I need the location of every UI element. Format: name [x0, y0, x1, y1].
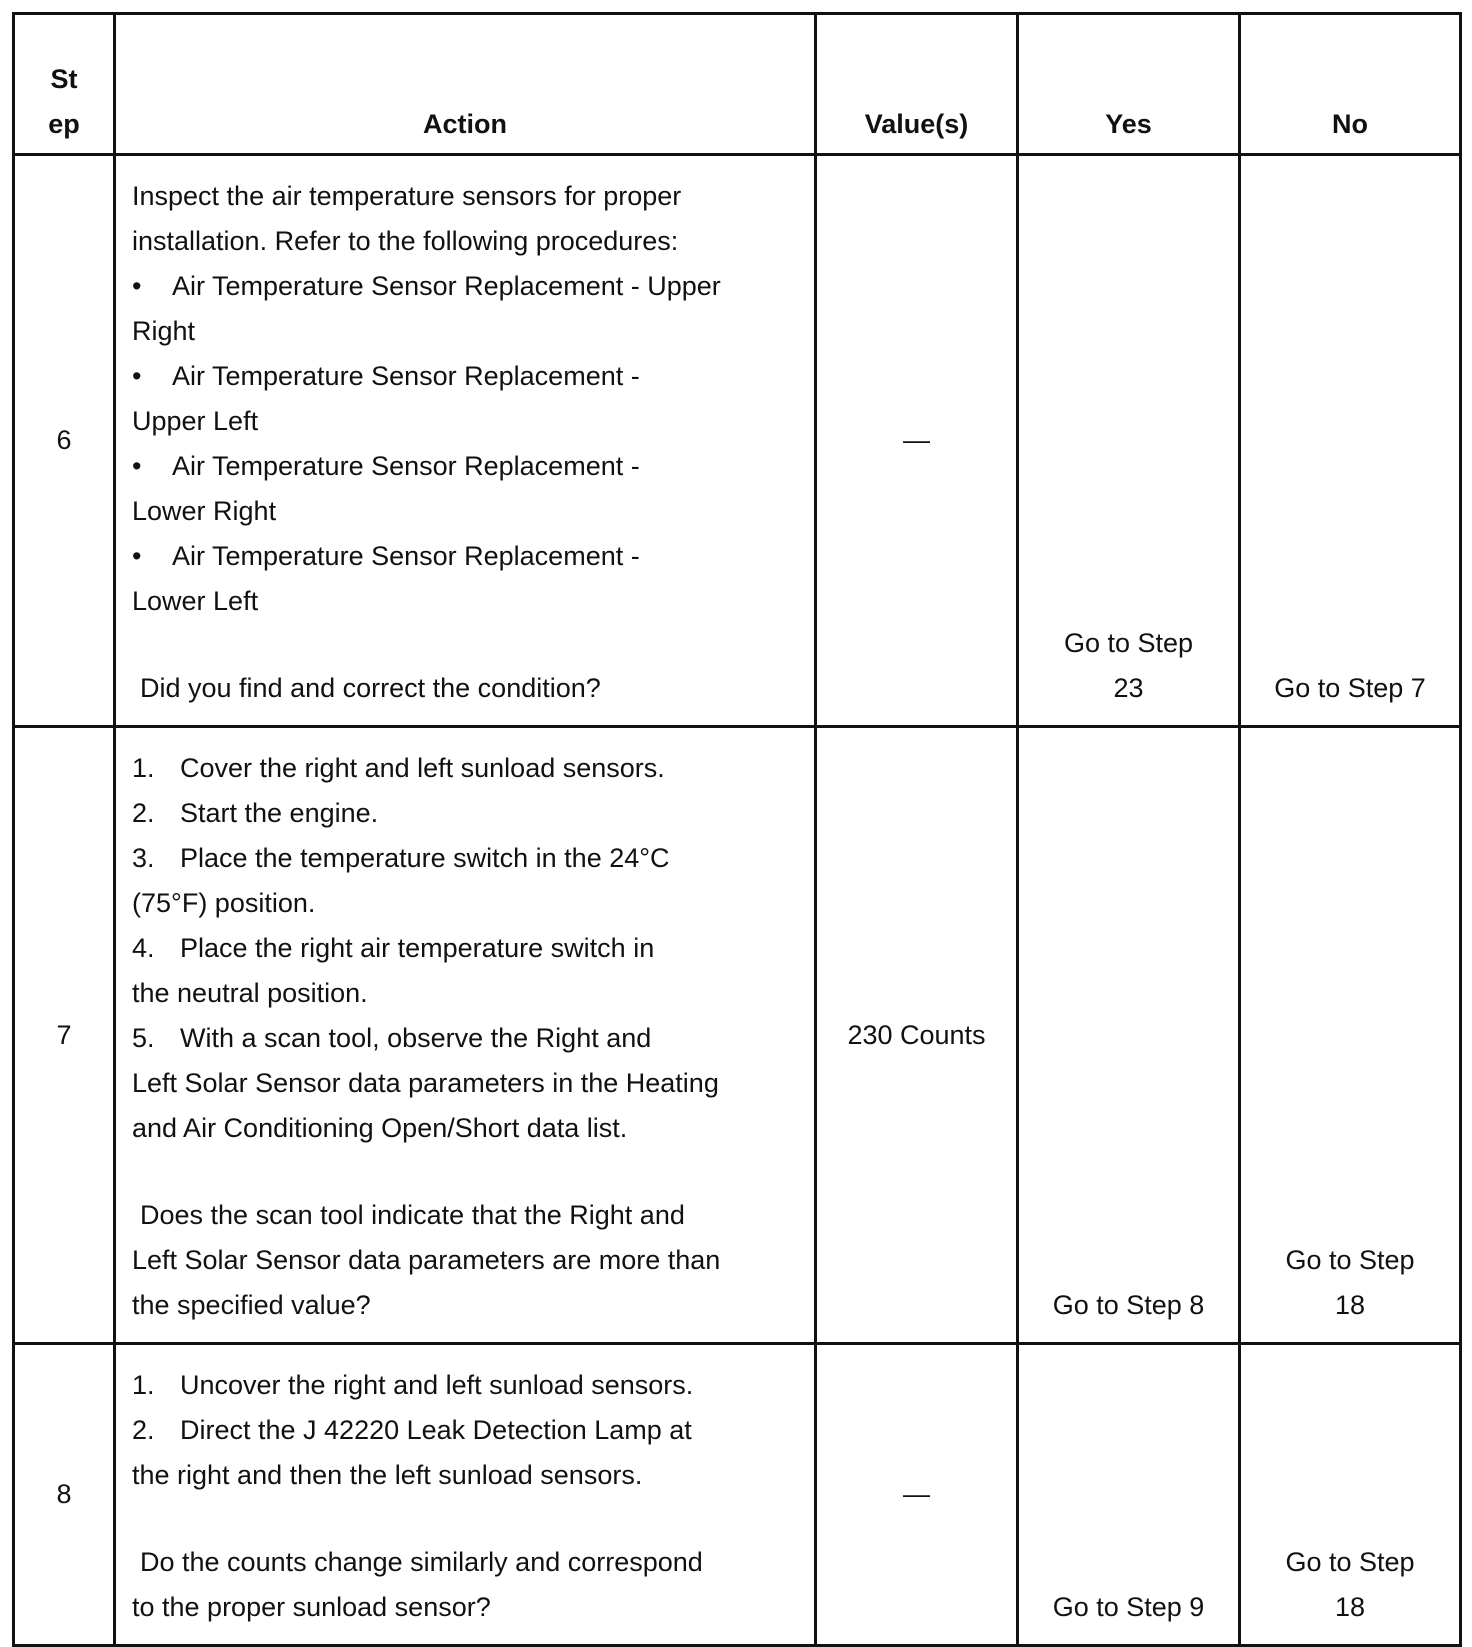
- numbered-item: 5. With a scan tool, observe the Right and: [132, 1023, 652, 1053]
- bullet-item-cont: Right: [132, 316, 196, 346]
- step-number: 6: [14, 155, 115, 727]
- numbered-item-cont: the right and then the left sunload sensors.: [132, 1460, 643, 1490]
- numbered-item: 2. Start the engine.: [132, 798, 379, 828]
- bullet-item: • Air Temperature Sensor Replacement -: [132, 534, 800, 579]
- question-text: Did you find and correct the condition?: [140, 673, 601, 703]
- numbered-item-cont: the neutral position.: [132, 978, 368, 1008]
- action-text: installation. Refer to the following procedures:: [132, 226, 679, 256]
- bullet-icon: •: [132, 541, 142, 571]
- step-header-line-1: St: [50, 64, 78, 94]
- numbered-item-cont: (75°F) position.: [132, 888, 316, 918]
- bullet-item-cont: Lower Right: [132, 496, 277, 526]
- question-text: Do the counts change similarly and correspond: [140, 1547, 703, 1577]
- table-row-step-8: [14, 1344, 1461, 1646]
- diagnostic-table: [12, 12, 1462, 1647]
- bullet-icon: •: [132, 271, 142, 301]
- question-text: to the proper sunload sensor?: [132, 1592, 491, 1622]
- bullet-item: • Air Temperature Sensor Replacement -: [132, 444, 800, 489]
- bullet-icon: •: [132, 361, 142, 391]
- step-number: 8: [14, 1344, 115, 1646]
- step-header-line-2: ep: [48, 109, 80, 139]
- value-cell: —: [816, 1344, 1018, 1646]
- action-cell: [115, 155, 816, 727]
- action-cell: [115, 1344, 816, 1646]
- no-cell: [1240, 1344, 1461, 1646]
- action-header: Action: [115, 14, 816, 155]
- bullet-item: • Air Temperature Sensor Replacement - Upper: [132, 264, 800, 309]
- no-result: Go to Step 18: [1285, 1245, 1415, 1320]
- numbered-item: 1. Cover the right and left sunload sensors.: [132, 753, 665, 783]
- numbered-item: 1. Uncover the right and left sunload sensors.: [132, 1370, 694, 1400]
- numbered-item-cont: and Air Conditioning Open/Short data list.: [132, 1113, 628, 1143]
- numbered-item: 3. Place the temperature switch in the 24°C: [132, 843, 670, 873]
- bullet-item-cont: Lower Left: [132, 586, 259, 616]
- numbered-item-cont: Left Solar Sensor data parameters in the Heating: [132, 1068, 719, 1098]
- action-cell: [115, 727, 816, 1344]
- step-header: [14, 14, 115, 155]
- bullet-item-cont: Upper Left: [132, 406, 259, 436]
- no-cell: [1240, 727, 1461, 1344]
- yes-result: Go to Step 23: [1063, 628, 1194, 703]
- yes-cell: Go to Step 8: [1018, 727, 1240, 1344]
- question-text: Does the scan tool indicate that the Right and: [140, 1200, 685, 1230]
- step-number: 7: [14, 727, 115, 1344]
- header-row: [14, 14, 1461, 155]
- numbered-item: 4. Place the right air temperature switch in: [132, 933, 655, 963]
- no-result: Go to Step 18: [1285, 1547, 1415, 1622]
- bullet-item: • Air Temperature Sensor Replacement -: [132, 354, 800, 399]
- table-row-step-6: [14, 155, 1461, 727]
- no-cell: Go to Step 7: [1240, 155, 1461, 727]
- yes-cell: Go to Step 9: [1018, 1344, 1240, 1646]
- no-header: No: [1240, 14, 1461, 155]
- question-text: Left Solar Sensor data parameters are more than: [132, 1245, 721, 1275]
- bullet-icon: •: [132, 451, 142, 481]
- question-text: the specified value?: [132, 1290, 371, 1320]
- value-cell: —: [816, 155, 1018, 727]
- values-header: Value(s): [816, 14, 1018, 155]
- numbered-item: 2. Direct the J 42220 Leak Detection Lamp at: [132, 1415, 692, 1445]
- value-cell: 230 Counts: [816, 727, 1018, 1344]
- yes-header: Yes: [1018, 14, 1240, 155]
- action-text: Inspect the air temperature sensors for proper: [132, 181, 682, 211]
- table-row-step-7: [14, 727, 1461, 1344]
- yes-cell: [1018, 155, 1240, 727]
